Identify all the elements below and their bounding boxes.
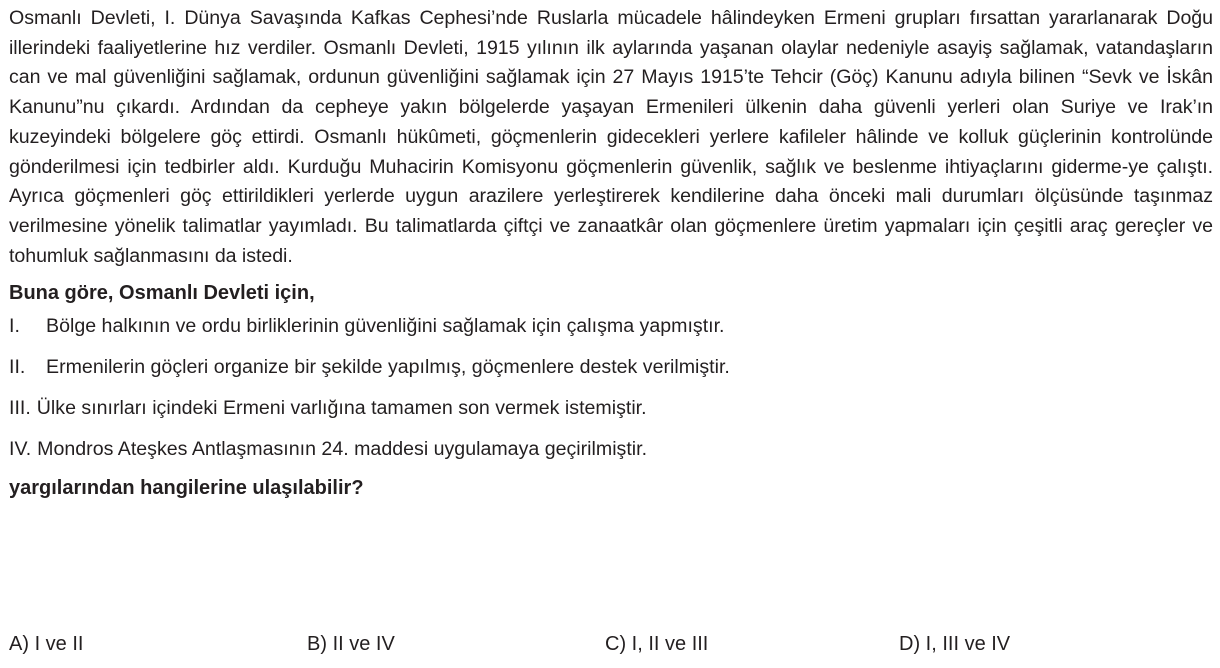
option-label: A) (9, 633, 29, 655)
statement-number: II. (9, 356, 26, 379)
statement-item-i (9, 312, 1213, 340)
option-text: I ve II (34, 633, 84, 655)
question-text: yargılarından hangilerine ulaşılabilir? (9, 476, 364, 499)
statement-item-ii (9, 353, 1213, 381)
answer-options (9, 628, 1213, 660)
option-label: C) (605, 633, 627, 655)
option-b[interactable] (307, 628, 395, 660)
statement-item-iii (9, 394, 1213, 422)
option-a[interactable] (9, 628, 83, 660)
statement-number: III. (9, 396, 31, 419)
statement-item-iv (9, 435, 1213, 463)
option-text: II ve IV (332, 633, 395, 655)
option-text: I, III ve IV (925, 633, 1011, 655)
statement-text: Ermenilerin göçleri organize bir şekilde yapılmış, göçmenlere destek verilmiştir. (46, 356, 730, 379)
option-text: I, II ve III (631, 633, 709, 655)
statement-text: Bölge halkının ve ordu birliklerinin güvenliğini sağlamak için çalışma yapmıştır. (46, 315, 725, 338)
option-label: D) (899, 633, 921, 655)
question-prompt: Buna göre, Osmanlı Devleti için, (9, 282, 315, 305)
option-label: B) (307, 633, 327, 655)
statement-number: I. (9, 315, 20, 338)
statement-text: Ülke sınırları içindeki Ermeni varlığına tamamen son vermek istemiştir. (36, 396, 647, 419)
question-card (9, 0, 1213, 502)
option-c[interactable] (605, 628, 708, 660)
option-d[interactable] (899, 628, 1010, 660)
statement-text: Mondros Ateşkes Antlaşmasının 24. maddesi uygulamaya geçirilmiştir. (37, 437, 648, 460)
statement-list (9, 312, 1213, 462)
statement-number: IV. (9, 437, 32, 460)
passage-text: Osmanlı Devleti, I. Dünya Savaşında Kafkas Cephesi’nde Ruslarla mücadele hâlindeyken Ermeni grupları fırsattan yararlanarak Doğu illerindeki faaliyetlerine hız verdiler. Osmanlı Devleti, 1915 yılının ilk aylarında yaşanan olaylar nedeniyle asayiş sağlamak, vatandaşların can ve mal güvenliğini sağlamak, ordunun güvenliğini sağlamak için 27 Mayıs 1915’te Tehcir (Göç) Kanunu adıyla bilinen “Sevk ve İskân Kanunu”nu çıkardı. Ardından da cepheye yakın bölgelerde yaşayan Ermenileri ülkenin daha güvenli yerleri olan Suriye ve Irak’ın kuzeyindeki bölgelere göç ettirdi. Osmanlı hükûmeti, göçmenlerin gidecekleri yerlere kafileler hâlinde ve kolluk güçlerinin kontrolünde gönderilmesi için tedbirler aldı. Kurduğu Muhacirin Komisyonu göçmenlerin güvenlik, sağlık ve beslenme ihtiyaçlarını giderme-ye çalıştı. Ayrıca göçmenleri göç ettirildikleri yerlerde uygun arazilere yerleştirerek kendilerine daha önceki mali durumları ölçüsünde taşınmaz verilmesine yönelik talimatlar yayımladı. Bu talimatlarda çiftçi ve zanaatkâr olan göçmenlere üretim yapmaları için çeşitli araç gereçler ve tohumluk sağlanmasını da istedi. (9, 7, 1213, 267)
